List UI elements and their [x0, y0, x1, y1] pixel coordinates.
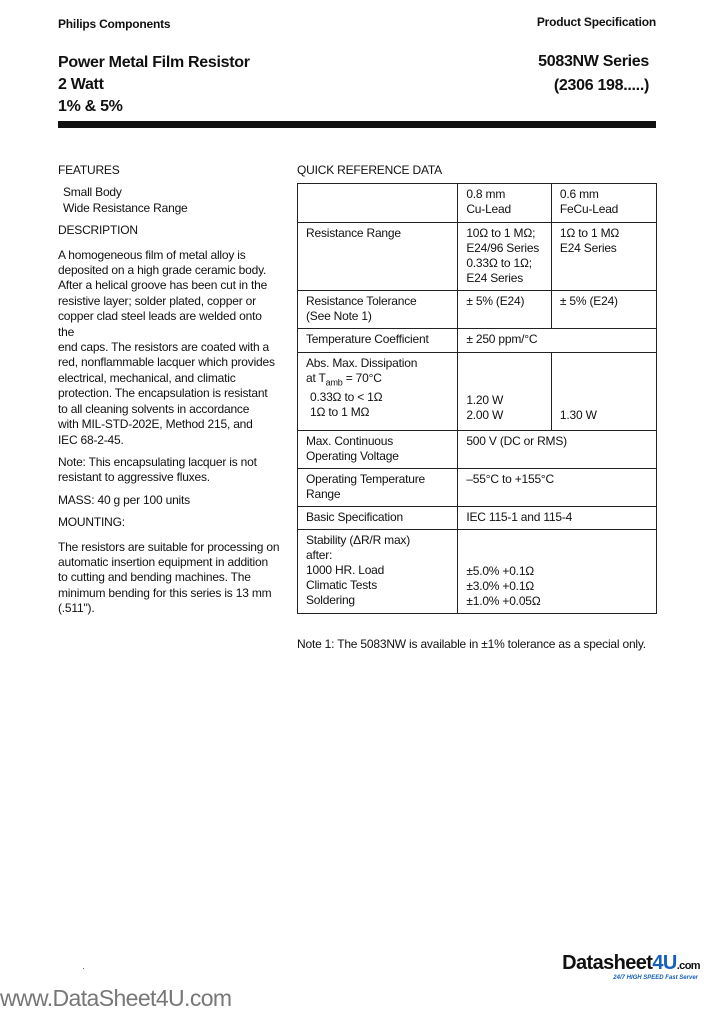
cell-line: ±5.0% +0.1Ω [466, 564, 535, 578]
table-row [298, 431, 657, 469]
feature-item: Wide Resistance Range [63, 200, 188, 215]
label-subscript: amb [325, 377, 343, 388]
mounting-heading: MOUNTING: [58, 515, 125, 530]
cell-line: 0.33Ω to 1Ω; [466, 256, 532, 270]
cell-line: 10Ω to 1 MΩ; [466, 226, 536, 240]
table-cell: 500 V (DC or RMS) [458, 431, 657, 469]
cell-value: 1.30 W [559, 408, 597, 422]
cell-line: ±1.0% +0.05Ω [466, 594, 541, 608]
label-line: Range [306, 487, 341, 501]
col-header-cu [458, 184, 552, 223]
header-line: FeCu-Lead [559, 202, 619, 216]
description-line: IEC 68-2-45. [58, 432, 124, 447]
series-line-2: (2306 198.....) [553, 77, 649, 94]
table-cell [458, 223, 552, 291]
row-label [298, 291, 458, 329]
label-part: at T [306, 371, 326, 385]
description-line: resistive layer; solder plated, copper or [58, 293, 256, 308]
watermark-url[interactable]: www.DataSheet4U.com [0, 985, 232, 1011]
table-cell: ± 250 ppm/°C [458, 329, 657, 353]
description-text [58, 248, 280, 448]
label-line: Stability (ΔR/R max) [306, 533, 411, 547]
header-rule [58, 121, 656, 128]
row-label [298, 353, 458, 431]
watermark-logo [562, 952, 700, 975]
label-line: Operating Temperature [306, 472, 425, 486]
mounting-text [58, 540, 280, 617]
mounting-line: automatic insertion equipment in addition [58, 554, 268, 569]
cell-line: E24 Series [559, 241, 617, 255]
product-title [58, 52, 250, 118]
note-line: Note: This encapsulating lacquer is not [58, 454, 257, 469]
description-line: with MIL-STD-202E, Method 215, and [58, 417, 253, 432]
label-part: = 70°C [342, 371, 382, 385]
quick-reference-title: QUICK REFERENCE DATA [297, 163, 442, 177]
logo-text-4u: 4U [652, 952, 677, 974]
feature-item: Small Body [63, 185, 122, 200]
cell-value: 2.00 W [466, 408, 504, 422]
description-line: to all cleaning solvents in accordance [58, 401, 250, 416]
label-line: after: [306, 548, 333, 562]
description-line: end caps. The resistors are coated with a [58, 340, 270, 355]
mass-text: MASS: 40 g per 100 units [58, 492, 190, 507]
table-cell [298, 184, 458, 223]
company-name: Philips Components [58, 17, 171, 31]
mounting-line: to cutting and bending machines. The [58, 570, 251, 585]
watermark-tagline: 24/7 HIGH SPEED Fast Server [613, 975, 698, 981]
table-row [298, 469, 657, 507]
table-cell: ± 5% (E24) [458, 291, 552, 329]
series-line-1: 5083NW Series [538, 53, 649, 70]
series-title [538, 50, 649, 98]
cell-value: 1.20 W [466, 393, 504, 407]
mounting-line: The resistors are suitable for processing on [58, 539, 280, 554]
col-header-fecu [551, 184, 656, 223]
label-line: Climatic Tests [306, 578, 377, 592]
description-line: protection. The encapsulation is resistant [58, 386, 268, 401]
header-line: Cu-Lead [466, 202, 511, 216]
table-cell [551, 223, 656, 291]
note-line: resistant to aggressive fluxes. [58, 470, 210, 485]
label-line [306, 371, 453, 390]
cell-line: E24 Series [466, 271, 524, 285]
scan-speck [83, 968, 84, 969]
table-cell [551, 353, 656, 431]
description-line: After a helical groove has been cut in the [58, 278, 268, 293]
description-line: red, nonflammable lacquer which provides [58, 355, 275, 370]
title-line-1: Power Metal Film Resistor [58, 54, 250, 71]
description-line: deposited on a high grade ceramic body. [58, 263, 267, 278]
row-label [298, 469, 458, 507]
table-row [298, 530, 657, 614]
table-row [298, 223, 657, 291]
mounting-line: (.511"). [58, 601, 95, 616]
cell-line: ±3.0% +0.1Ω [466, 579, 535, 593]
label-line: 1Ω to 1 MΩ [310, 405, 370, 420]
table-row [298, 353, 657, 431]
row-label [298, 431, 458, 469]
label-line: Abs. Max. Dissipation [306, 356, 418, 370]
table-cell [458, 530, 657, 614]
cell-line: E24/96 Series [466, 241, 540, 255]
cell-line: 1Ω to 1 MΩ [559, 226, 620, 240]
table-cell [458, 353, 552, 431]
label-line: Max. Continuous [306, 434, 394, 448]
label-line: (See Note 1) [306, 309, 372, 323]
title-line-2: 2 Watt [58, 76, 104, 93]
row-label [298, 530, 458, 614]
table-row [298, 184, 657, 223]
label-line: Resistance Tolerance [306, 294, 417, 308]
logo-text-com: .com [676, 960, 700, 972]
features-heading: FEATURES [58, 163, 120, 177]
stability-values [466, 564, 540, 609]
document-type: Product Specification [536, 15, 656, 29]
title-line-3: 1% & 5% [58, 98, 123, 115]
label-line: 0.33Ω to < 1Ω [310, 390, 383, 405]
label-line: Operating Voltage [306, 449, 399, 463]
label-line: 1000 HR. Load [306, 563, 385, 577]
note-1: Note 1: The 5083NW is available in ±1% tolerance as a special only. [297, 637, 646, 651]
logo-text: Datasheet [562, 952, 653, 974]
table-row [298, 507, 657, 530]
table-cell: –55°C to +155°C [458, 469, 657, 507]
description-line: electrical, mechanical, and climatic [58, 370, 236, 385]
label-line: Soldering [306, 593, 355, 607]
mounting-line: minimum bending for this series is 13 mm [58, 585, 272, 600]
table-row [298, 329, 657, 353]
table-cell: IEC 115-1 and 115-4 [458, 507, 657, 530]
table-cell: ± 5% (E24) [551, 291, 656, 329]
lacquer-note [58, 455, 280, 486]
description-line: A homogeneous film of metal alloy is [58, 247, 246, 262]
row-label: Resistance Range [298, 223, 458, 291]
row-label: Temperature Coefficient [298, 329, 458, 353]
header-line: 0.8 mm [466, 187, 506, 201]
left-column [58, 163, 280, 617]
row-label: Basic Specification [298, 507, 458, 530]
description-line: copper clad steel leads are welded onto the [58, 309, 262, 339]
header-line: 0.6 mm [559, 187, 599, 201]
table-row [298, 291, 657, 329]
quick-reference-table [297, 183, 657, 614]
description-heading: DESCRIPTION [58, 223, 138, 238]
